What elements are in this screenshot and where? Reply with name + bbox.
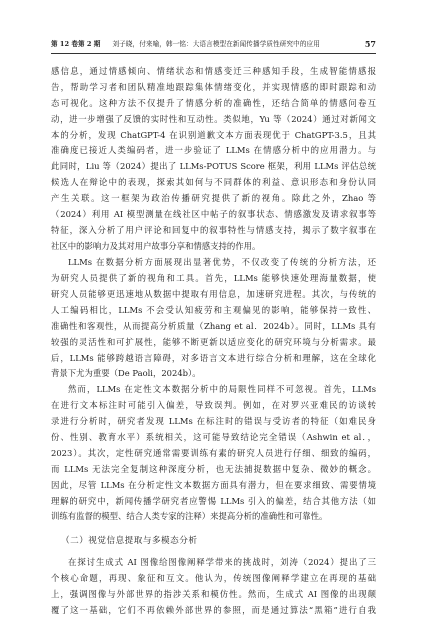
text-line: 训练有监督的模型、结合人类专家的注释）来提高分析的准确性和可靠性。 — [51, 511, 328, 522]
text-line: 2023）。其次，定性研究通常需要训练有素的研究人员进行仔细、细致的编码， — [51, 447, 376, 458]
text-line: 录进行分析时，研究者发现 LLMs 在标注时的错误与受访者的特征（如难民身 — [51, 416, 376, 427]
running-header — [51, 37, 376, 51]
article-body — [51, 64, 376, 619]
text-line: （2024）利用 AI 模型测量在线社区中帖子的叙事状态、情感激发及请求叙事等 — [51, 209, 376, 220]
paragraph-llm-advantages — [51, 255, 376, 382]
text-line: 而 LLMs 无法完全复制这种深度分析，也无法捕捉数据中复杂、微妙的概念。 — [51, 463, 376, 474]
text-line: 准确度已接近人类编码者，进一步验证了 LLMs 在情感分析中的应用潜力。与 — [51, 145, 376, 156]
paragraph-emotion-analysis — [51, 64, 376, 255]
text-line: 人工编码相比，LLMs 不会受认知疲劳和主观偏见的影响，能够保持一致性、 — [51, 304, 376, 315]
text-line: 因此，尽管 LLMs 在分析定性文本数据方面具有潜力，但在要求细致、需要情境 — [51, 479, 376, 490]
text-line: 后，LLMs 能够跨越语言障碍，对多语言文本进行综合分析和理解，这在全球化 — [51, 352, 376, 363]
page-number: 57 — [364, 39, 376, 49]
text-line: 背景下尤为重要（De Paoli，2024b）。 — [51, 368, 201, 379]
paragraph-llm-limitations — [51, 382, 376, 525]
section-heading: （二）视觉信息提取与多模态分析 — [61, 536, 198, 547]
text-line: LLMs 在数据分析方面展现出显著优势，不仅改变了传统的分析方法，还 — [68, 257, 376, 268]
text-line: 准确性和客观性，从而提高分析质量（Zhang et al．2024b）。同时，LLMs 具有 — [51, 320, 376, 331]
text-line: 研究人员能够更迅速地从数据中提取有用信息，加速研究进程。其次，与传统的 — [51, 288, 376, 299]
text-line: 态可视化。这种方法不仅提升了情感分析的准确性，还结合简单的情感问卷互 — [51, 97, 376, 108]
text-line: 上，强调图像与外部世界的指涉关系和模仿性。然而，生成式 AI 图像的出现颠 — [51, 589, 376, 600]
text-line: 社区中的影响力及其对用户故事分享和情感支持的作用。 — [51, 240, 261, 251]
text-line: 较强的灵活性和可扩展性，能够不断更新以适应变化的研究环境与分析需求。最 — [51, 336, 376, 347]
text-line: 覆了这一基础，它们不再依赖外部世界的参照，而是通过算法“黑箱”进行自我 — [51, 605, 376, 615]
text-line: 为研究人员提供了新的视角和工具。首先，LLMs 能够快速处理海量数据，使 — [51, 273, 376, 284]
paragraph-visual-extraction — [51, 555, 376, 619]
text-line: 理解的研究中，新闻传播学研究者应警惕 LLMs 引入的偏差，结合其他方法（如 — [51, 495, 376, 506]
text-line: 在进行文本标注时可能引入偏差，导致误判。例如，在对罗兴亚难民的访谈转 — [51, 400, 376, 411]
volume-issue: 第 12 卷第 2 期 — [51, 40, 101, 48]
text-line: 候选人在辩论中的表现，探索其如何与不同群体的利益、意识形态和身份认同 — [51, 177, 376, 188]
text-line: 此同时，Liu 等（2024）提出了 LLMs-POTUS Score 框架，利用 LLMs 评估总统 — [51, 161, 376, 172]
text-line: 产生关联。这一框架为政治传播研究提供了新的视角。除此之外，Zhao 等 — [51, 193, 376, 204]
text-line: 个核心命题，再现、象征和互文。他认为，传统图像阐释学建立在再现的基础 — [51, 573, 376, 584]
text-line: 然而，LLMs 在定性文本数据分析中的局限性同样不可忽视。首先，LLMs — [68, 384, 376, 395]
text-line: 告，帮助学习者和团队精准地跟踪集体情绪变化，并实现情感的即时跟踪和动 — [51, 81, 376, 92]
article-authors-title: 刘子晓，付来喻，韩一铭：大语言模型在新闻传播学质性研究中的应用 — [112, 40, 320, 48]
text-line: 感信息，通过情感倾向、情绪状态和情感变迁三种感知手段，生成智能情感报 — [51, 66, 376, 76]
text-line: 份、性别、教育水平）系统相关，这可能导致结论完全错误（Ashwin et al．， — [51, 431, 376, 442]
text-line: 特征，深入分析了用户评论和回复中的叙事特性与情感支持，揭示了数字叙事在 — [51, 224, 376, 235]
text-line: 在探讨生成式 AI 图像给图像阐释学带来的挑战时，刘涛（2024）提出了三 — [68, 557, 376, 568]
text-line: 本的分析，发现 ChatGPT-4 在识别道歉文本方面表现优于 ChatGPT-3.5，且其 — [51, 129, 376, 140]
header-rule — [51, 53, 376, 54]
text-line: 动，进一步增强了反馈的实时性和互动性。类似地，Yu 等（2024）通过对新闻文 — [51, 113, 376, 124]
